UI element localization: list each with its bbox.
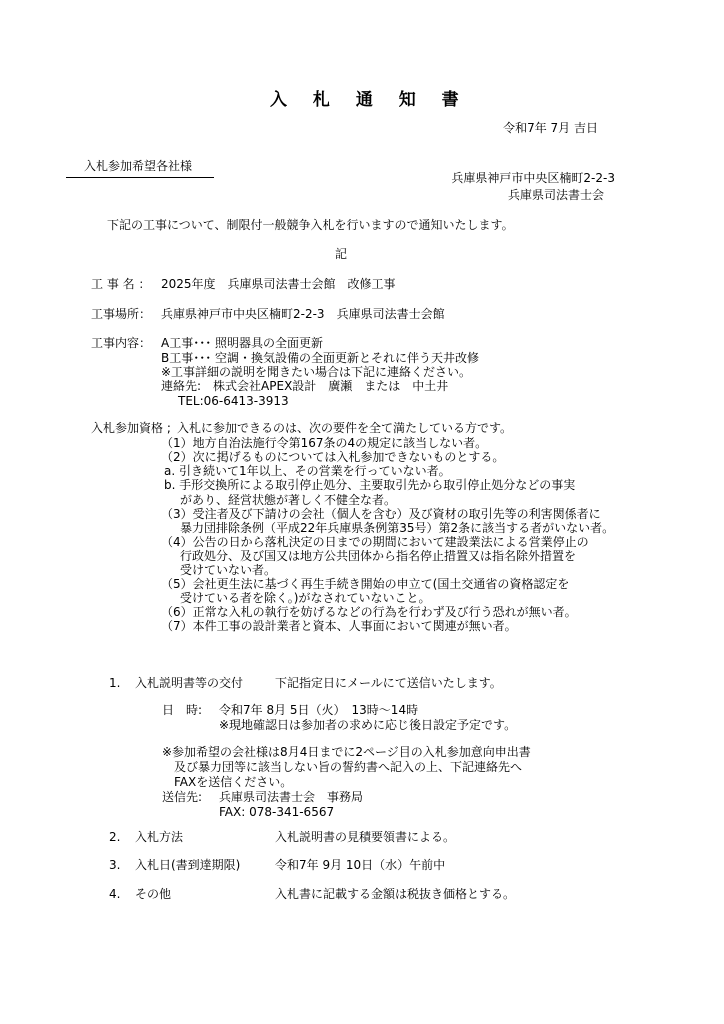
item3-value: 令和7年 9月 10日（水）午前中 [275, 858, 446, 872]
item1-notice-line: FAXを送信ください。 [174, 775, 293, 789]
item1-notice-line: 及び暴力団等に該当しない旨の誓約書へ記入の上、下記連絡先へ [174, 760, 523, 774]
qualification-line: （6）正常な入札の執行を妨げるなどの行為を行わず及び行う恐れが無い者。 [161, 605, 577, 619]
item2-value: 入札説明書の見積要領書による。 [275, 830, 456, 844]
ki-heading: 記 [335, 247, 348, 261]
project-place-label: 工事場所： [91, 307, 152, 321]
project-content-label: 工事内容： [91, 336, 152, 350]
issue-date: 令和7年 7月 吉日 [503, 121, 598, 135]
item1-notice-line: ※参加希望の会社様は8月4日までに2ページ目の入札参加意向申出書 [162, 745, 531, 759]
sender-org: 兵庫県司法書士会 [507, 188, 604, 202]
item4-number: 4. [109, 887, 121, 901]
qualification-lead: 入札に参加できるのは、次の要件を全て満たしている方です。 [177, 421, 513, 435]
qualification-line: （7）本件工事の設計業者と資本、人事面において関連が無い者。 [161, 619, 517, 633]
item1-send-label: 送信先: [162, 790, 203, 804]
item2-label: 入札方法 [135, 830, 184, 844]
item1-label: 入札説明書等の交付 [135, 676, 244, 690]
item2-number: 2. [109, 830, 121, 844]
qualification-line: 受けていない者。 [180, 563, 277, 577]
item1-date-value: 令和7年 8月 5日（火） 13時～14時 [219, 703, 419, 717]
qualification-line: （3）受注者及び下請けの会社（個人を含む）及び資材の取引先等の利害関係者に [161, 507, 601, 521]
item1-value: 下記指定日にメールにて送信いたします。 [275, 676, 502, 690]
sender-address: 兵庫県神戸市中央区楠町2-2-3 [451, 171, 615, 185]
qualification-label: 入札参加資格 ; [91, 421, 171, 435]
content-line: TEL:06-6413-3913 [178, 394, 289, 408]
document-title: 入 札 通 知 書 [270, 90, 469, 110]
qualification-line: b. 手形交換所による取引停止処分、主要取引先から取引停止処分などの事実 [164, 478, 576, 492]
qualification-line: （4）公告の日から落札決定の日までの期間において建設業法による営業停止の [161, 535, 589, 549]
content-line: 連絡先: 株式会社APEX設計 廣瀬 または 中土井 [161, 379, 449, 393]
qualification-line: 受けている者を除く。)がなされていないこと。 [180, 591, 431, 605]
item1-fax: FAX: 078-341-6567 [219, 805, 335, 819]
addressee: 入札参加希望各社様 [84, 159, 193, 173]
addressee-underline [66, 177, 214, 178]
item1-date-label: 日 時: [162, 703, 203, 717]
intro-text: 下記の工事について、制限付一般競争入札を行いますので通知いたします。 [107, 218, 514, 232]
content-line: B工事･･･ 空調・換気設備の全面更新とそれに伴う天井改修 [161, 351, 480, 365]
content-line: A工事･･･ 照明器具の全面更新 [161, 336, 324, 350]
item4-value: 入札書に記載する金額は税抜き価格とする。 [275, 887, 516, 901]
qualification-line: （5）会社更生法に基づく再生手続き開始の申立て(国土交通省の資格認定を [161, 577, 570, 591]
qualification-line: a. 引き続いて1年以上、その営業を行っていない者。 [164, 464, 451, 478]
qualification-line: （1）地方自治法施行令第167条の4の規定に該当しない者。 [161, 436, 488, 450]
qualification-line: 暴力団排除条例（平成22年兵庫県条例第35号）第2条に該当する者がいない者。 [180, 521, 615, 535]
item1-site-note: ※現地確認日は参加者の求めに応じ後日設定予定です。 [219, 718, 517, 732]
qualification-line: （2）次に掲げるものについては入札参加できないものとする。 [161, 450, 505, 464]
item1-number: 1. [109, 676, 121, 690]
item4-label: その他 [135, 887, 172, 901]
content-line: ※工事詳細の説明を聞きたい場合は下記に連絡ください。 [161, 365, 472, 379]
qualification-line: 行政処分、及び国又は地方公共団体から指名停止措置又は指名除外措置を [180, 549, 577, 563]
project-name-value: 2025年度 兵庫県司法書士会館 改修工事 [161, 277, 396, 291]
project-place-value: 兵庫県神戸市中央区楠町2-2-3 兵庫県司法書士会館 [161, 307, 445, 321]
qualification-line: があり、経営状態が著しく不健全な者。 [180, 493, 397, 507]
item3-number: 3. [109, 858, 121, 872]
item1-send-value: 兵庫県司法書士会 事務局 [219, 790, 364, 804]
item3-label: 入札日(書到達期限) [135, 858, 241, 872]
project-name-label: 工 事 名 ： [91, 277, 151, 291]
